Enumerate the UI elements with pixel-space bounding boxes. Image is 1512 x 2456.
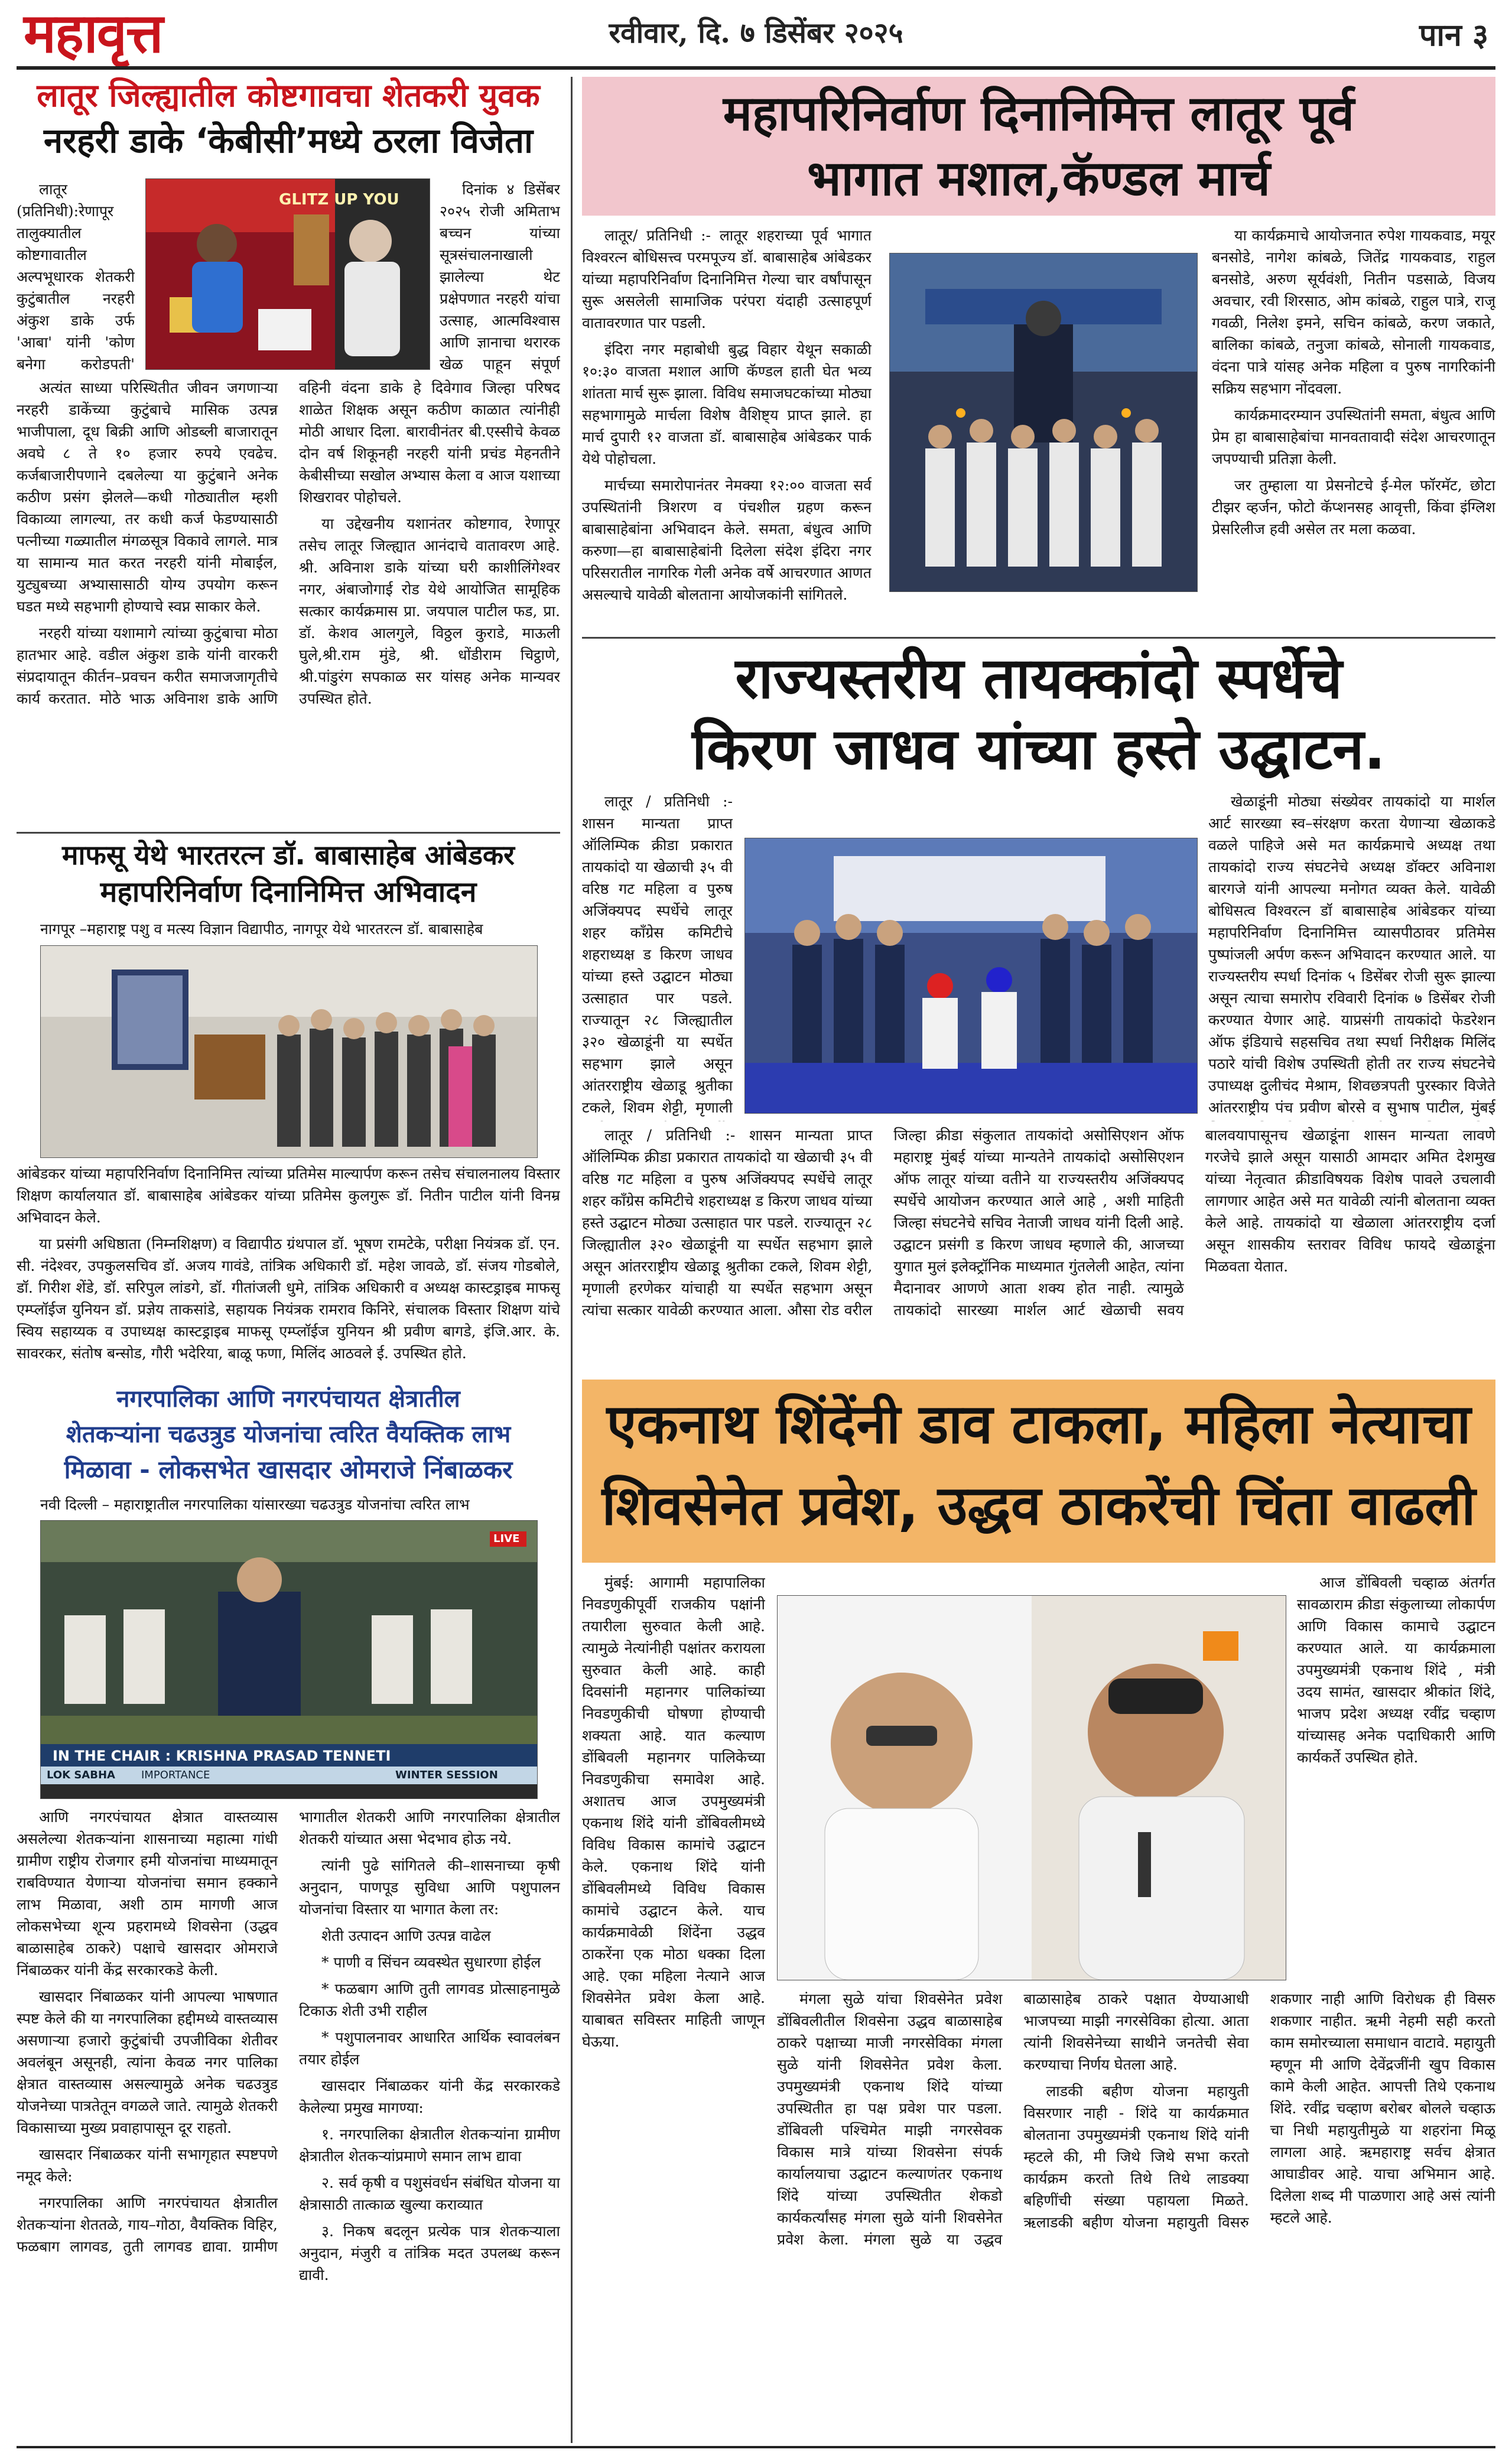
nagarpalika-list-item: * पशुपालनावर आधारित आर्थिक स्वावलंबन तयार होईल	[299, 2029, 560, 2068]
mafsu-headline-line-2: महापरिनिर्वाण दिनानिमित्त अभिवादन	[100, 876, 477, 909]
mashal-paragraph: लातूर/ प्रतिनिधी :- लातूर शहराच्या पूर्व भागात विश्वरत्न बोधिसत्त्व परमपूज्य डॉ. बाबासाहेब आंबेडकर यांच्या महापरिनिर्वाण दिनानिमित्त गेल्या चार वर्षांपासून सुरू असलेली सामाजिक परंपरा यंदाही उत्साहपूर्ण वातावरणात पार पडली.	[582, 227, 872, 331]
shinde-headline-line-1: एकनाथ शिंदेंनी डाव टाकला, महिला नेत्याचा	[606, 1393, 1471, 1456]
mafsu-photo-illustration	[41, 946, 537, 1157]
taekwondo-paragraph: खेळाडूंनी मोठ्या संख्येवर तायकांदो या मार्शल आर्ट सारख्या स्व–संरक्षण करता येणाऱ्या खेळाकडे वळले पाहिजे असे मत कार्यक्रमाचे अध्यक्ष तथा तायकांदो राज्य संघटनेचे अध्यक्ष डॉक्टर अविनाश बारगजे यांनी आपल्या मनोगत व्यक्त केले. यावेळी बोधिसत्व विश्वरत्न डॉ बाबासाहेब आंबेडकर यांच्या महापरिनिर्वाण दिनानिमित्त व्यासपीठावर प्रतिमेस पुष्पांजली अर्पण करून अभिवादन करण्यात आले. या राज्यस्तरीय स्पर्धा दिनांक ५ डिसेंबर रोजी सुरू झाल्या असून त्याचा समारोप रविवारी दिनांक ७ डिसेंबर रोजी करण्यात येणार आहे. याप्रसंगी तायकांदो फेडरेशन ऑफ इंडियाचे सहसचिव तथा स्पर्धा निरीक्षक मिलिंद पठारे यांची विशेष उपस्थिती होती तर राज्य संघटनेचे उपाध्यक्ष दुलीचंद मेश्राम, शिवछत्रपती पुरस्कार विजेते आंतरराष्ट्रीय पंच प्रवीण बोरसे व सुभाष पाटील, मुंबई	[1208, 793, 1495, 1116]
mashal-text-col-1	[582, 225, 872, 632]
taekwondo-text-body	[582, 1124, 1495, 1369]
winter-session-label: WINTER SESSION	[395, 1769, 498, 1781]
mafsu-text	[17, 1163, 560, 1382]
kbc-paragraph: दिनांक ४ डिसेंबर २०२५ रोजी अमिताभ बच्चन यांच्या सूत्रसंचालनाखाली झालेल्या थेट प्रक्षेपणात नरहरी यांचा उत्साह, आत्मविश्वास आणि ज्ञानाचा थरारक खेळ पाहून संपूर्ण	[440, 181, 560, 373]
page-number: पान ३	[1419, 17, 1488, 53]
mafsu-paragraph: या प्रसंगी अधिष्ठाता (निम्नशिक्षण) व विद्यापीठ ग्रंथपाल डॉ. भूषण रामटेके, परीक्षा नियंत्रक डॉ. एन. सी. नंदेश्वर, उपकुलसचिव डॉ. अजय गावंडे, तांत्रिक अधिकारी डॉ. महेश जावळे, डॉ. संजय गोडबोले, डॉ. गिरीश शेंडे, डॉ. सरिपुल लांडगे, डॉ. गीतांजली धुमे, तांत्रिक अधिकारी व अध्यक्ष कास्टड्राइब माफसू एम्प्लॉईज युनियन डॉ. प्रज्ञेय ताकसांडे, सहायक नियंत्रक रामराव किनिरे, संचालक विस्तार शिक्षण यांचे स्विय सहाय्यक व उपाध्यक्ष कास्टड्राइब माफसू एम्प्लॉईज युनियन श्री प्रवीण बागडे, इंजि.आर. के. सावरकर, संतोष बन्सोड, गौरी भदेरिया, बाळू फणा, मिलिंद आठवले ई. उपस्थित होते.	[17, 1235, 560, 1362]
kbc-headline-line-2: नरहरी डाके ‘केबीसी’मध्ये ठरला विजेता	[43, 121, 534, 161]
shinde-photo	[777, 1595, 1286, 1980]
masthead	[0, 0, 1512, 68]
mashal-headline-line-2: भागात मशाल,कॅण्डल मार्च	[807, 150, 1271, 207]
story-shinde	[582, 1572, 1495, 2443]
mafsu-headline-line-1: माफसू येथे भारतरत्न डॉ. बाबासाहेब आंबेडकर	[62, 839, 515, 871]
nagarpalika-paragraph: आणि नगरपंचायत क्षेत्रात वास्तव्यास असलेल्या शेतकऱ्यांना शासनाच्या महात्मा गांधी ग्रामीण राष्ट्रीय रोजगार हमी योजनांचा माध्यमातून राबविण्यात येणाऱ्या योजनांचा समान हक्काने लाभ मिळावा, अशी ठाम मागणी आज लोकसभेच्या शून्य प्रहरामध्ये शिवसेना (उद्धव बाळासाहेब ठाकरे) पक्षाचे खासदार ओमराजे निंबाळकर यांनी केंद्र सरकारकडे केली.	[17, 1808, 278, 1979]
mashal-paragraph: या कार्यक्रमाचे आयोजनात रुपेश गायकवाड, मयूर बनसोडे, नागेश कांबळे, जितेंद्र गायकवाड, राहुल बनसोडे, अरुण सूर्यवंशी, नितीन पडसाळे, विजय अवचार, रवी शिरसाठ, ओम कांबळे, राहुल पात्रे, राजू गवळी, निलेश इमने, सचिन कांबळे, करण जकाते, बालिका कांबळे, तनुजा कांबळे, सोनाली गायकवाड, वंदना पात्रे यांसह अनेक महिला व पुरुष नागरिकांनी सक्रिय सहभाग नोंदवला.	[1212, 227, 1495, 397]
mashal-photo-illustration	[890, 253, 1197, 591]
nagarpalika-list-item: १. नगरपालिका क्षेत्रातील शेतकऱ्यांना ग्रामीण क्षेत्रातील शेतकऱ्यांप्रमाणे समान लाभ द्यावा	[299, 2126, 560, 2165]
shinde-paragraph: मंगला सुळे यांचा शिवसेनेत प्रवेश डोंबिवलीतील शिवसेना उद्धव बाळासाहेब ठाकरे पक्षाच्या माजी नगरसेविका मंगला सुळे यांनी शिवसेनेत प्रवेश केला. उपमुख्यमंत्री एकनाथ शिंदे यांच्या उपस्थितीत हा पक्ष प्रवेश पार पडला. डोंबिवली पश्चिमेत माझी नगरसेवक विकास मात्रे यांच्या शिवसेना संपर्क कार्यालयाचा उद्घाटन कल्याणंतर एकनाथ शिंदे यांच्या उपस्थितीत शेकडो कार्यकर्त्यांसह मंगला सुळे यांनी शिवसेनेत प्रवेश केला. मंगला सुळे या उद्धव बाळासाहेब ठाकरे पक्षात येण्याआधी भाजपच्या माझी नगरसेविका होत्या. आता त्यांनी शिवसेनेच्या साथीने जनतेची सेवा करण्याचा निर्णय घेतला आहे.	[777, 1990, 1249, 2248]
taekwondo-paragraph: लातूर / प्रतिनिधी :- शासन मान्यता प्राप्त ऑलिम्पिक क्रीडा प्रकारात तायकांदो या खेळाची ३५ वी वरिष्ठ गट महिला व पुरुष अजिंक्यपद स्पर्धेचे लातूर शहर काँग्रेस कमिटीचे शहराध्यक्ष ड किरण जाधव यांच्या हस्ते उद्घाटन मोठ्या उत्साहात पार पडले. राज्यातून २८ जिल्ह्यातील ३२० खेळाडूंनी या स्पर्धेत सहभाग झाले असून आंतरराष्ट्रीय खेळाडू श्रुतीका टकले, शिवम शेट्टी, मृणाली हरणेकर यांचाही या स्पर्धेत सहभाग असून त्यांचा सत्कार यावेळी करण्यात आला. औसा रोड वरील जिल्हा क्रीडा संकुलात तायकांदो असोसिएशन ऑफ महाराष्ट्र मुंबई यांच्या मान्यतेने तायकांदो असोसिएशन ऑफ लातूर यांच्या वतीने या राज्यस्तरीय अजिंक्यपद स्पर्धेचे आयोजन करण्यात आले आहे , अशी माहिती जिल्हा संघटनेचे सचिव नेताजी जाधव यांनी दिली आहे. उद्घाटन प्रसंगी ड किरण जाधव म्हणाले की, आजच्या युगात मुलं इलेक्ट्रॉनिक माध्यमात गुंतलेली आहेत, त्यांना मैदानावर आणणे आता शक्य होत नाही. त्यामुळे तायकांदो सारख्या मार्शल आर्ट खेळाची सवय बालवयापासूनच खेळाडूंना शासन मान्यता लावणे गरजेचे झाले असून यासाठी आमदार अमित देशमुख यांच्या नेतृत्वात क्रीडाविषयक विशेष पावले उचलावी लागणार आहेत असे मत यावेळी त्यांनी बोलताना व्यक्त केले आहे. तायकांदो या खेळाला आंतरराष्ट्रीय दर्जा असून शासकीय स्तरावर विविध फायदे खेळाडूंना मिळवता येतात.	[582, 1127, 1495, 1319]
separator	[17, 832, 560, 834]
story-kbc	[17, 77, 560, 827]
kbc-headline-line-1: लातूर जिल्ह्यातील कोष्टगावचा शेतकरी युवक	[37, 77, 540, 114]
taekwondo-headline-line-2: किरण जाधव यांच्या हस्ते उद्घाटन.	[692, 716, 1386, 782]
footer-rule	[17, 2446, 1495, 2448]
nagarpalika-list-item: ३. निकष बदलून प्रत्येक पात्र शेतकऱ्याला अनुदान, मंजुरी व तांत्रिक मदत उपलब्ध करून द्यावी.	[299, 2223, 560, 2283]
mafsu-lead: नागपूर –महाराष्ट्र पशु व मत्स्य विज्ञान विद्यापीठ, नागपूर येथे भारतरत्न डॉ. बाबासाहेब	[40, 920, 483, 938]
nagarpalika-paragraph: खासदार निंबाळकर यांनी सभागृहात स्पष्टपणे नमूद केले:	[17, 2146, 278, 2185]
shinde-headline-line-2: शिवसेनेत प्रवेश, उद्धव ठाकरेंची चिंता वाढली	[601, 1474, 1476, 1537]
nagarpalika-list-item: शेती उत्पादन आणि उत्पन्न वाढेल	[321, 1927, 491, 1944]
shinde-paragraph: मुंबई: आगामी महापालिका निवडणुकीपूर्वी राजकीय पक्षांनी तयारीला सुरुवात केली आहे. त्यामुळे नेत्यांनीही पक्षांतर करायला सुरुवात केली आहे. काही दिवसांनी महानगर पालिकांच्या निवडणुकीची घोषणा होण्याची शक्यता आहे. यात कल्याण डोंबिवली महानगर पालिकेच्या निवडणुकीचा समावेश आहे. अशातच आज उपमुख्यमंत्री एकनाथ शिंदे यांनी डोंबिवलीमध्ये विविध विकास कामांचे उद्घाटन केले. एकनाथ शिंदे यांनी डोंबिवलीमध्ये विविध विकास कामांचे उद्घाटन केले. याच कार्यक्रमावेळी शिंदेंना उद्धव ठाकरेंना एक मोठा धक्का दिला आहे. एका महिला नेत्याने आज शिवसेनेत प्रवेश केला आहे. याबाबत सविस्तर माहिती जाणून घेऊया.	[582, 1574, 765, 2050]
taekwondo-paragraph: लातूर / प्रतिनिधी :- शासन मान्यता प्राप्त ऑलिम्पिक क्रीडा प्रकारात तायकांदो या खेळाची ३५ वी वरिष्ठ गट महिला व पुरुष अजिंक्यपद स्पर्धेचे लातूर शहर काँग्रेस कमिटीचे शहराध्यक्ष ड किरण जाधव यांच्या हस्ते उद्घाटन मोठ्या उत्साहात पार पडले. राज्यातून २८ जिल्ह्यातील ३२० खेळाडूंनी या स्पर्धेत सहभाग झाले असून आंतरराष्ट्रीय खेळाडू श्रुतीका टकले, शिवम शेट्टी, मृणाली	[582, 793, 733, 1116]
kbc-paragraph: नरहरी यांच्या यशामागे त्यांच्या कुटुंबाचा मोठा हातभार आहे. वडील अंकुश डाके यांनी वारकरी संप्रदायातून कीर्तन–प्रवचन करीत समाजजागृतीचे कार्य करतात. मोठे भाऊ अविनाश डाके आणि वहिनी वंदना डाके हे दिवेगाव जिल्हा परिषद शाळेत शिक्षक असून कठीण काळात त्यांनीही मोठी आधार दिला. बारावीनंतर बी.एस्सीचे केवळ दोन वर्ष शिकूनही नरहरी यांनी प्रचंड मेहनतीने केबीसीच्या सखोल अभ्यास केला व आज यशाच्या शिखरावर पोहोचले.	[17, 379, 560, 707]
mashal-paragraph: कार्यक्रमादरम्यान उपस्थितांनी समता, बंधुत्व आणि प्रेम हा बाबासाहेबांचा मानवतावादी संदेश आचरणातून जपण्याची प्रतिज्ञा केली.	[1212, 406, 1495, 467]
ticker-text: IMPORTANCE	[141, 1769, 210, 1781]
kbc-photo-sign: GLITZ UP YOU	[279, 191, 399, 209]
shinde-paragraph: लाडकी बहीण योजना महायुती विसरणार नाही - शिंदे या कार्यक्रमात बोलताना उपमुख्यमंत्री एकनाथ शिंदे यांनी म्हटले की, मी जिथे जिथे सभा करतो कार्यक्रम करतो तिथे तिथे लाडक्या बहिणींची संख्या पहायला मिळते. ऋलाडकी बहीण योजना महायुती विसरु शकणार नाही आणि विरोधक ही विसरु शकणार नाहीत. ऋमी नेहमी सही करतो काम समोरच्याला समाधान वाटावे. महायुती म्हणून मी आणि देवेंद्रजींनी खुप विकास कामे केली आहेत. आपत्ती तिथे एकनाथ शिंदे. रवींद्र चव्हाण बरोबर बोलले चव्हाऊ चा निधी महायुतीमुळे या शहरांना मिळू लागला आहे. ऋमहाराष्ट्र सर्वच क्षेत्रात आघाडीवर आहे. याचा अभिमान आहे. दिलेला शब्द मी पाळणारा आहे असं त्यांनी म्हटले आहे.	[1023, 1990, 1495, 2231]
kbc-text-col-b	[440, 178, 560, 373]
taekwondo-text-col-3	[1208, 791, 1495, 1121]
nagarpalika-list-item: २. सर्व कृषी व पशुसंवर्धन संबंधित योजना या क्षेत्रासाठी तात्काळ खुल्या कराव्यात	[299, 2174, 560, 2213]
separator	[582, 637, 1495, 639]
taekwondo-photo	[744, 838, 1198, 1114]
mafsu-paragraph: आंबेडकर यांच्या महापरिनिर्वाण दिनानिमित्त त्यांच्या प्रतिमेस माल्यार्पण करून तसेच संचालनालय विस्तार शिक्षण कार्यालयात डॉ. बाबासाहेब आंबेडकर यांच्या प्रतिमेस कुलगुरू डॉ. नितीन पाटील यांनी विनम्र अभिवादन केले.	[17, 1165, 560, 1226]
story-mafsu	[17, 839, 560, 1382]
nagarpalika-lead: नवी दिल्ली – महाराष्ट्रातील नगरपालिका यांसारख्या चढउत्रुड योजनांचा त्वरित लाभ	[40, 1496, 470, 1513]
taekwondo-headline-line-1: राज्यस्तरीय तायक्कांदो स्पर्धेचे	[735, 645, 1342, 711]
column-divider	[571, 77, 573, 2443]
shinde-headline-band	[582, 1380, 1495, 1563]
nagarpalika-headline-line-3: मिळावा - लोकसभेत खासदार ओमराजे निंबाळकर	[64, 1455, 513, 1484]
lok-sabha-channel-label: LOK SABHA	[47, 1769, 115, 1781]
nagarpalika-list-item: * पाणी व सिंचन व्यवस्थेत सुधारणा होईल	[321, 1954, 541, 1971]
kbc-paragraph: या उद्देखनीय यशानंतर कोष्टगाव, रेणापूर तसेच लातूर जिल्ह्यात आनंदाचे वातावरण आहे. श्री. अविनाश डाके यांच्या घरी काशीलिंगेश्वर नगर, अंबाजोगाई रोड येथे आयोजित सामूहिक सत्कार कार्यक्रमास प्रा. जयपाल पाटील फड, प्रा. डॉ. केशव आलगुले, विठ्ठल कुराडे, माऊली घुले,श्री.राम मुंडे, श्री. धोंडीराम चिट्ठाणे, श्री.पांडुरंग सपकाळ सर यांसह अनेक मान्यवर उपस्थित होते.	[299, 515, 560, 707]
nagarpalika-paragraph: त्यांनी पुढे सांगितले की–शासनाच्या कृषी अनुदान, पाणपूड सुविधा आणि पशुपालन योजनांचा विस्तार या भागात केला तर:	[299, 1857, 560, 1918]
nagarpalika-headline-line-1: नगरपालिका आणि नगरपंचायत क्षेत्रातील	[116, 1385, 460, 1413]
kbc-text-col-a	[17, 178, 135, 373]
nagarpalika-paragraph: खासदार निंबाळकर यांनी केंद्र सरकारकडे केलेल्या प्रमुख मागण्या:	[299, 2077, 560, 2116]
shinde-text-col-1	[582, 1572, 765, 2443]
kbc-photo	[145, 178, 430, 370]
live-badge: LIVE	[493, 1533, 520, 1545]
mashal-paragraph: जर तुम्हाला या प्रेसनोटचे ई-मेल फॉरमॅट, छोटा टीझर व्हर्जन, फोटो कॅप्शनसह आवृत्ती, किंवा इंग्लिश प्रेसरिलीज हवी असेल तर मला कळवा.	[1212, 477, 1495, 538]
issue-date: रवीवार, दि. ७ डिसेंबर २०२५	[609, 17, 903, 50]
lok-sabha-video-frame	[40, 1520, 538, 1799]
shinde-text-body	[777, 1988, 1495, 2443]
mashal-paragraph: इंदिरा नगर महाबोधी बुद्ध विहार येथून सकाळी १०:३० वाजता मशाल आणि कॅण्डल हाती घेत भव्य शांतता मार्च सुरू झाला. विविध समाजघटकांच्या मोठ्या सहभागामुळे मार्चला विशेष वैशिष्ट्य प्राप्त झाले. हा मार्च दुपारी १२ वाजता डॉ. बाबासाहेब आंबेडकर पार्क येथे पोहोचला.	[582, 341, 872, 467]
mashal-paragraph: मार्चच्या समारोपानंतर नेमक्या १२:०० वाजता सर्व उपस्थितांनी त्रिशरण व पंचशील ग्रहण करून बाबासाहेबांना अभिवादन केले. समता, बंधुत्व आणि करुणा—हा बाबासाहेबांनी दिलेला संदेश इंदिरा नगर परिसरातील नागरिक गेली अनेक वर्षे आचरणात आणत असल्याचे यावेळी बोलताना आयोजकांनी सांगितले.	[582, 477, 872, 603]
kbc-text-body	[17, 377, 560, 826]
story-mashal	[582, 225, 1495, 632]
taekwondo-text-col-1	[582, 791, 733, 1121]
shinde-text-col-4	[1297, 1572, 1495, 1985]
masthead-rule	[17, 66, 1495, 70]
mashal-text-col-3	[1212, 225, 1495, 632]
nagarpalika-list-item: * फळबाग आणि तुती लागवड प्रोत्साहनामुळे टिकाऊ शेती उभी राहील	[299, 1980, 560, 2019]
kbc-paragraph: अत्यंत साध्या परिस्थितीत जीवन जगणाऱ्या नरहरी डाकेंच्या कुटुंबाचे मासिक उत्पन्न भाजीपाला, दूध बिक्री आणि ओडब्ली बाजारातून अवघे ८ ते १० हजार रुपये एवढेच. कर्जबाजारीपणाने दबलेल्या या कुटुंबाने अनेक कठीण प्रसंग झेलले—कधी गोठ्यातील म्हशी विकाव्या लागल्या, तर कधी कर्ज फेडण्यासाठी पत्नीच्या गळ्यातील मंगळसूत्र विकावे लागले. मात्र या सामान्य मात करत नरहरी यांनी मोबाईल, युट्युबच्या अभ्यासासाठी योग्य उपयोग करून घडत मध्ये सहभागी होण्याचे स्वप्न साकार केले.	[17, 379, 278, 615]
story-taekwondo	[582, 791, 1495, 1369]
newspaper-brand: महावृत्त	[24, 1, 162, 65]
nagarpalika-text	[17, 1806, 560, 2441]
mashal-headline-band	[582, 77, 1495, 216]
nagarpalika-paragraph: खासदार निंबाळकर यांनी आपल्या भाषणात स्पष्ट केले की या नगरपालिका हद्दीमध्ये वास्तव्यास असणाऱ्या हजारो कुटुंबांची उपजीविका शेतीवर अवलंबून असूनही, त्यांना केवळ नगर पालिका क्षेत्रात वास्तव्यास असल्यामुळे अनेक चढउत्रुड योजनेच्या पात्रतेतून वगळले जाते. त्यामुळे शेतकरी विकासाच्या मुख्य प्रवाहापासून दूर राहतो.	[17, 1988, 278, 2136]
nagarpalika-headline-line-2: शेतकऱ्यांना चढउत्रुड योजनांचा त्वरित वैयक्तिक लाभ	[66, 1421, 511, 1448]
nagarpalika-paragraph: नगरपालिका आणि नगरपंचायत क्षेत्रातील शेतकऱ्यांना शेततळे, गाय–गोठा, वैयक्तिक विहिर, फळबाग लागवड, तुती लागवड द्यावा. ग्रामीण भागातील शेतकरी आणि नगरपालिका क्षेत्रातील शेतकरी यांच्यात असा भेदभाव होऊ नये.	[17, 1808, 560, 2255]
mafsu-photo	[40, 945, 538, 1158]
mashal-photo	[889, 253, 1198, 592]
story-nagarpalika	[17, 1385, 560, 2443]
kbc-paragraph: लातूर (प्रतिनिधी):रेणापूर तालुक्यातील कोष्टगावातील अल्पभूधारक शेतकरी कुटुंबातील नरहरी अंकुश डाके उर्फ 'आबा' यांनी 'कोण बनेगा करोडपती'	[17, 181, 135, 373]
taekwondo-photo-illustration	[745, 838, 1197, 1113]
mashal-headline-line-1: महापरिनिर्वाण दिनानिमित्त लातूर पूर्व	[723, 85, 1355, 142]
shinde-paragraph: आज डोंबिवली चव्हाळ अंतर्गत सावळाराम क्रीडा संकुलाच्या लोकार्पण आणि विकास कामाचे उद्घाटन करण्यात आले. या कार्यक्रमाला उपमुख्यमंत्री एकनाथ शिंदे , मंत्री उदय सामंत, खासदार श्रीकांत शिंदे, भाजप प्रदेश अध्यक्ष रवींद्र चव्हाण यांच्यासह अनेक पदाधिकारी आणि कार्यकर्ते उपस्थित होते.	[1297, 1574, 1495, 1766]
shinde-photo-illustration	[778, 1596, 1286, 1980]
in-the-chair-banner: IN THE CHAIR : KRISHNA PRASAD TENNETI	[53, 1748, 391, 1764]
